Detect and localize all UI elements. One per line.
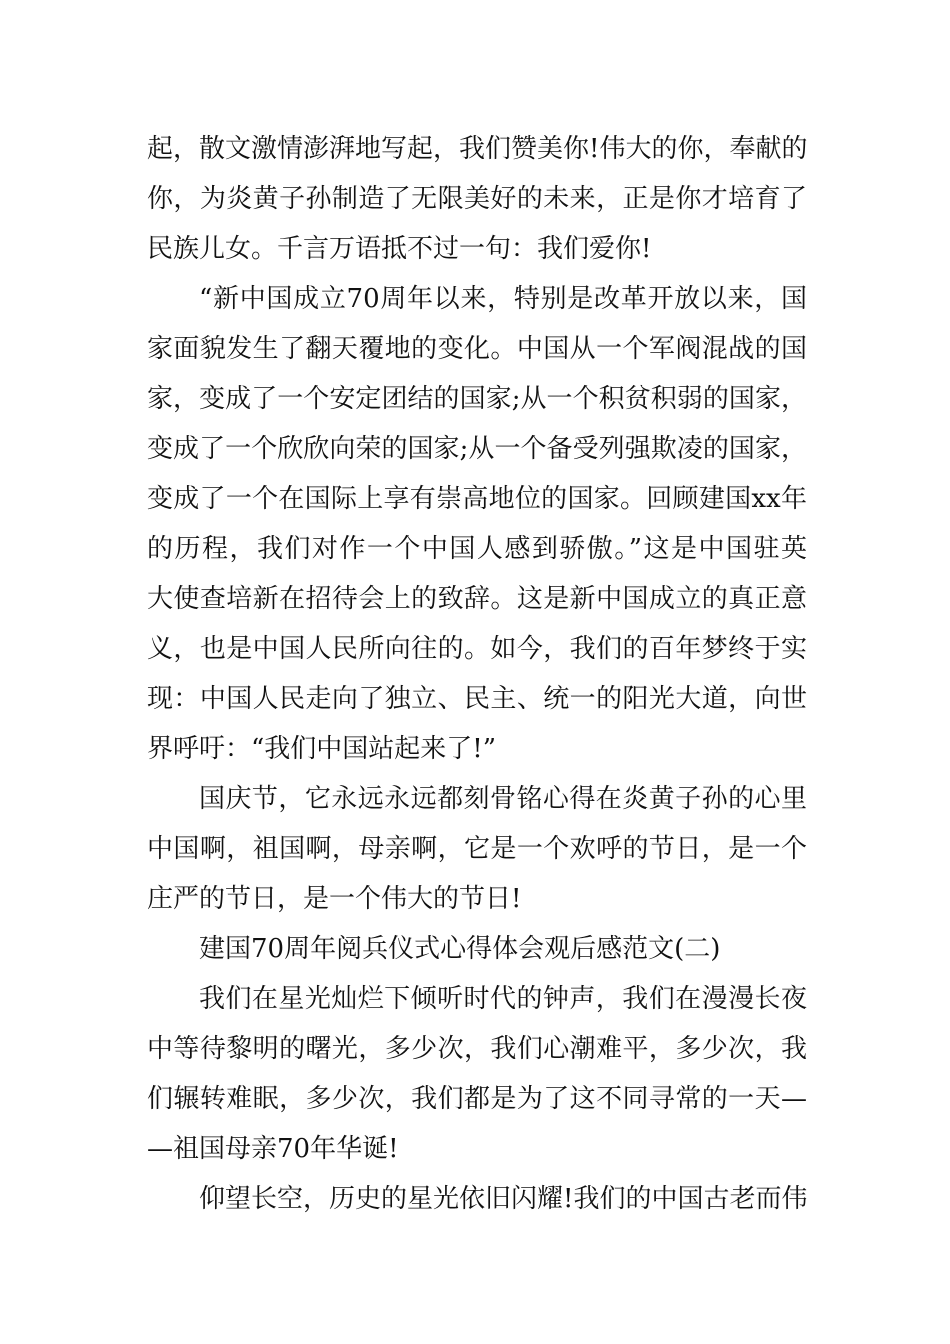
text-line: 仰望长空，历史的星光依旧闪耀!我们的中国古老而伟: [199, 1184, 808, 1214]
text-line: 家，变成了一个安定团结的国家;从一个积贫积弱的国家，: [147, 384, 807, 414]
text-line: 民族儿女。千言万语抵不过一句：我们爱你!: [147, 234, 652, 264]
text-line: 中等待黎明的曙光，多少次，我们心潮难平，多少次，我: [147, 1034, 807, 1064]
text-line: —祖国母亲70年华诞!: [147, 1134, 399, 1164]
text-line: 大使查培新在招待会上的致辞。这是新中国成立的真正意: [147, 584, 807, 614]
text-line: 变成了一个在国际上享有崇高地位的国家。回顾建国xx年: [147, 484, 807, 514]
text-line: 建国70周年阅兵仪式心得体会观后感范文(二): [199, 934, 721, 964]
text-line: 的历程，我们对作一个中国人感到骄傲。”这是中国驻英: [147, 534, 807, 564]
text-line: 庄严的节日，是一个伟大的节日!: [147, 884, 522, 914]
text-line: 现：中国人民走向了独立、民主、统一的阳光大道，向世: [147, 684, 807, 714]
text-line: 界呼吁：“我们中国站起来了!”: [147, 734, 497, 764]
text-line: 家面貌发生了翻天覆地的变化。中国从一个军阀混战的国: [147, 334, 807, 364]
text-line: 中国啊，祖国啊，母亲啊，它是一个欢呼的节日，是一个: [147, 834, 807, 864]
text-line: “新中国成立70周年以来，特别是改革开放以来，国: [199, 284, 807, 314]
text-line: 你，为炎黄子孙制造了无限美好的未来，正是你才培育了: [147, 184, 807, 214]
text-line: 起，散文激情澎湃地写起，我们赞美你!伟大的你，奉献的: [147, 134, 808, 164]
text-line: 我们在星光灿烂下倾听时代的钟声，我们在漫漫长夜: [199, 984, 807, 1014]
text-line: 变成了一个欣欣向荣的国家;从一个备受列强欺凌的国家，: [147, 434, 807, 464]
text-line: 义，也是中国人民所向往的。如今，我们的百年梦终于实: [147, 634, 807, 664]
text-line: 们辗转难眠，多少次，我们都是为了这不同寻常的一天—: [147, 1084, 807, 1114]
document-body: [147, 124, 807, 1224]
text-line: 国庆节，它永远永远都刻骨铭心得在炎黄子孙的心里: [199, 784, 807, 814]
